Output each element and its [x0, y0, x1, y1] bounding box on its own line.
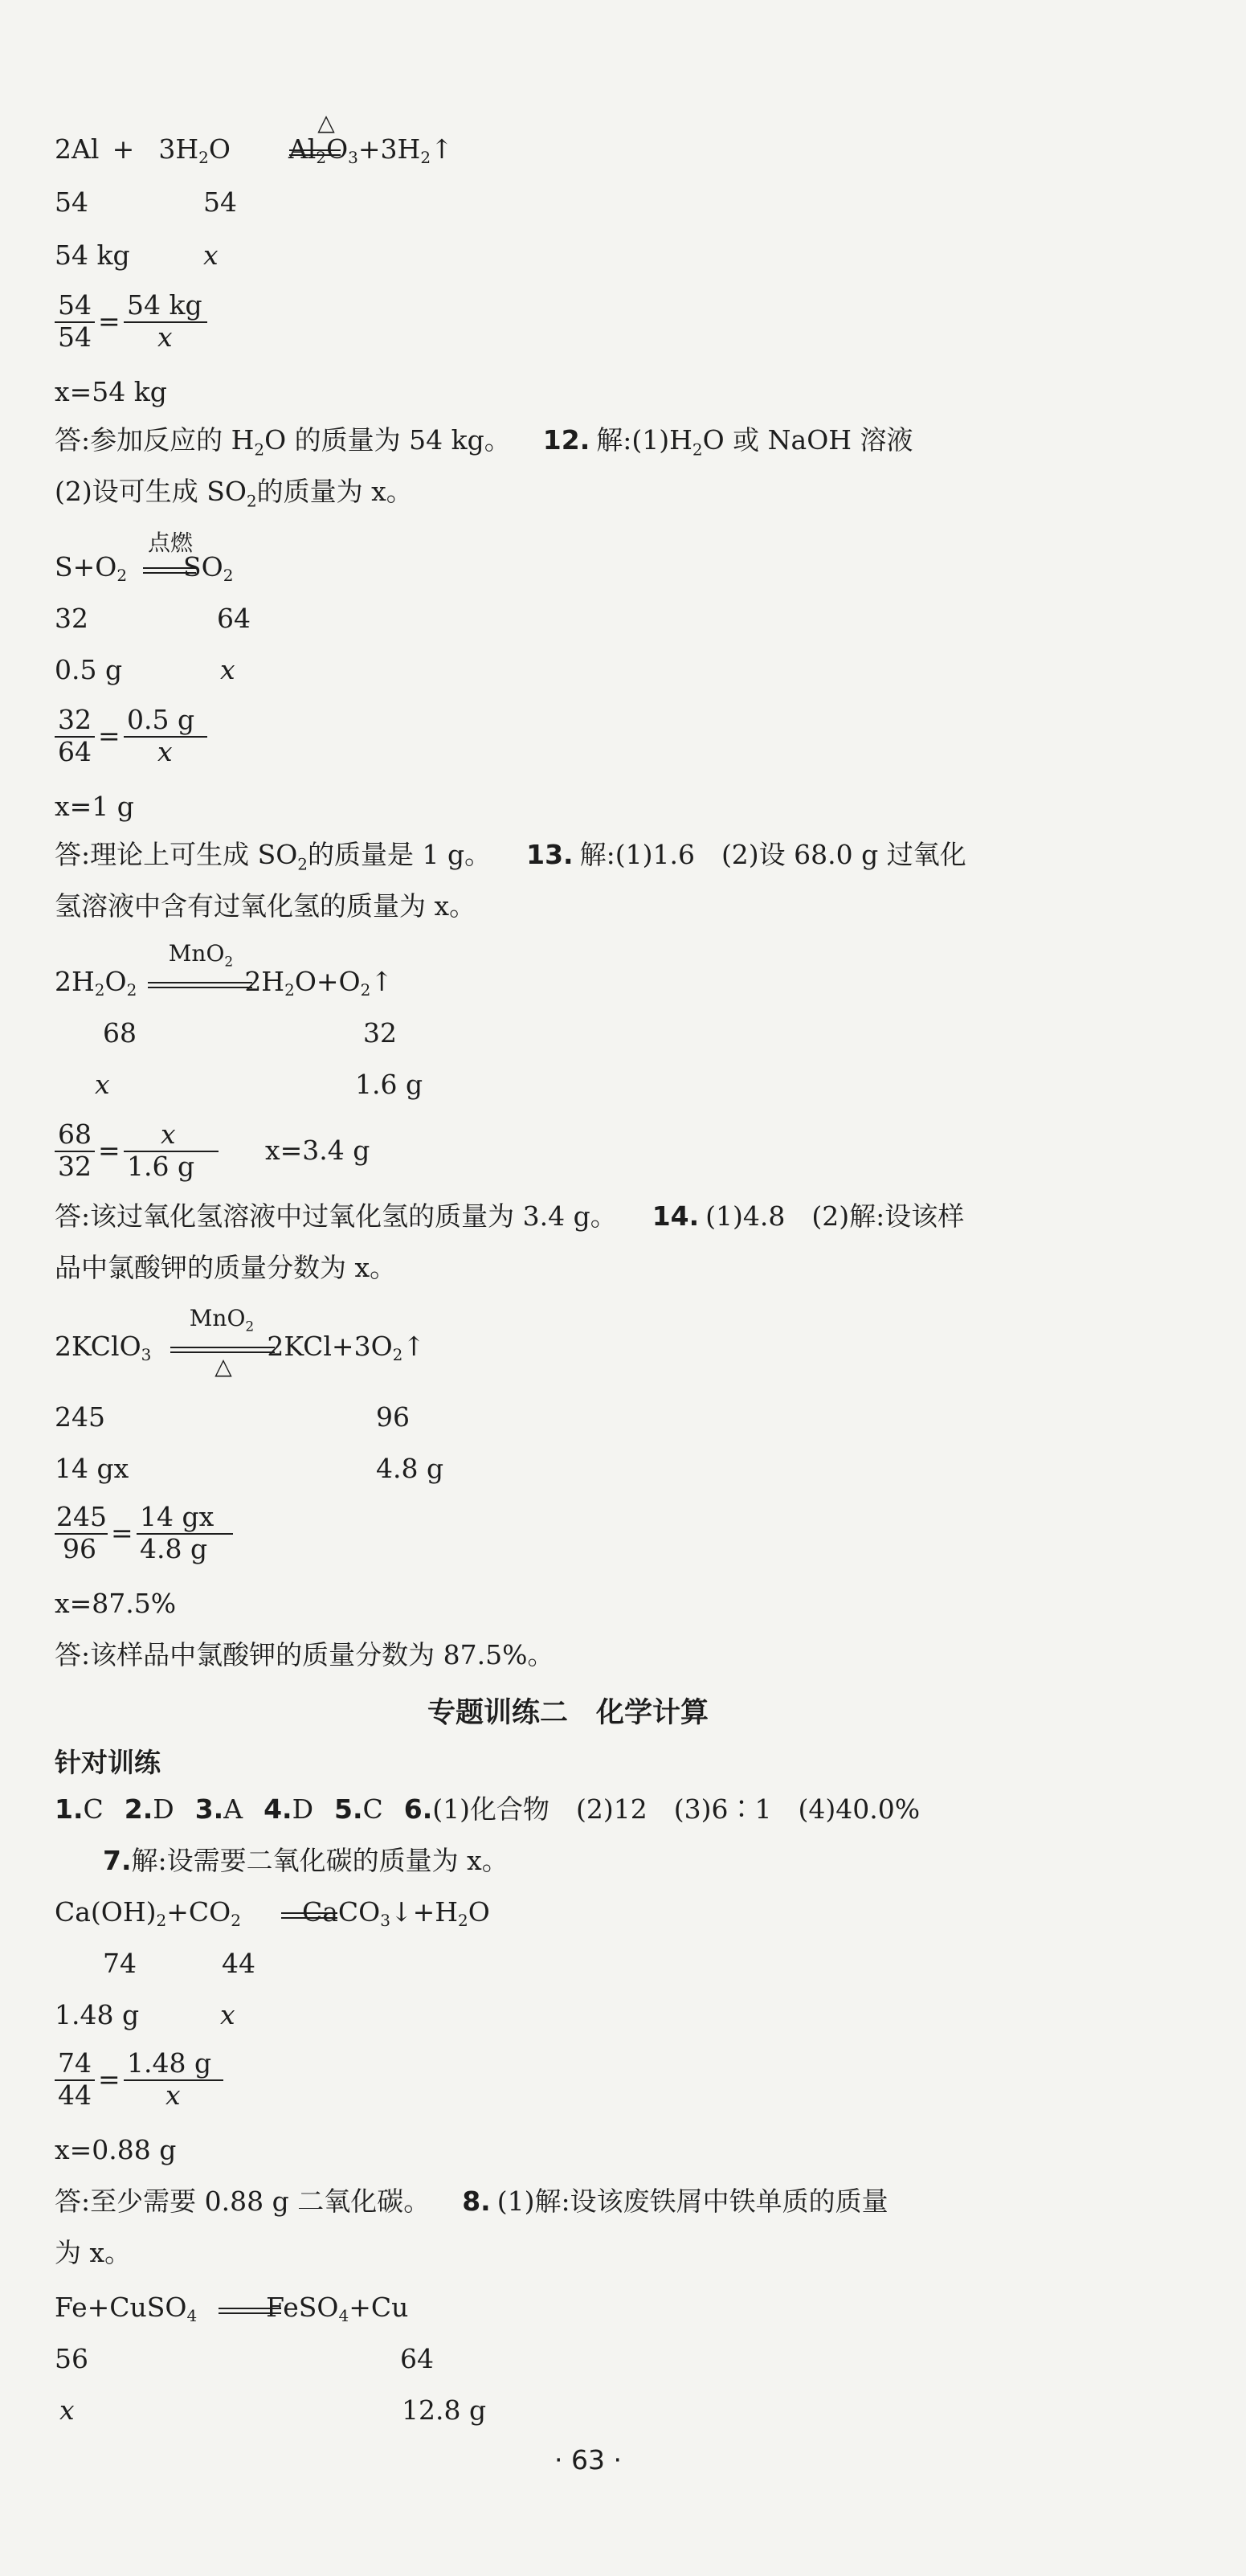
al-mass-1: 54: [55, 186, 88, 218]
s-intro: (2)设可生成 $SO_2$的质量为 x。: [55, 476, 413, 511]
page-number: · 63 ·: [554, 2444, 622, 2476]
kclo3-answer: 答:该样品中氯酸钾的质量分数为 87.5%。: [55, 1639, 554, 1670]
equation-fe-equals: [219, 2308, 281, 2314]
equation-h2o2-condition: MnO$_2$: [168, 940, 234, 971]
s-mass-2: 64: [217, 603, 251, 634]
kclo3-mass-2: 96: [376, 1401, 410, 1433]
equation-fe: Fe+CuSO$_4$ FeSO$_4$+Cu: [55, 2292, 409, 2325]
kclo3-quantity-1: 14 gx: [55, 1453, 129, 1484]
equation-caoh: $Ca(OH)_2+CO_2$ $CaCO_3↓+H_2O$: [55, 1896, 490, 1930]
al-quantity-2: x: [203, 239, 219, 271]
s-answer: 答:理论上可生成 $SO_2$的质量是 1 g。 13. 解:(1)1.6 (2)设 68.0 g 过氧化: [55, 839, 966, 874]
fe-mass-2: 64: [400, 2343, 434, 2374]
al-result: x=54 kg: [55, 376, 167, 407]
fe-mass-1: 56: [55, 2343, 88, 2374]
mc-answers: 1.C 2.D 3.A 4.D 5.C 6.(1)化合物 (2)12 (3)6∶1 (4)40.0%: [55, 1793, 921, 1825]
al-quantity-1: 54 kg: [55, 239, 130, 271]
s-mass-1: 32: [55, 603, 88, 634]
equation-kclo3-condition-bottom: △: [214, 1353, 232, 1380]
caoh-quantity-1: 1.48 g: [55, 1999, 140, 2030]
fe-quantity-1: x: [59, 2394, 75, 2426]
caoh-answer: 答:至少需要 0.88 g 二氧化碳。 8. (1)解:设该废铁屑中铁单质的质量: [55, 2186, 889, 2217]
equation-s-equals: [143, 567, 196, 574]
equation-al: $2Al + 3H_2O$ $Al_2O_3+3H_2↑$: [55, 133, 453, 167]
al-answer: 答:参加反应的 $H_2O$ 的质量为 54 kg。 12. 解$:(1)H_2O$ 或 NaOH 溶液: [55, 424, 913, 460]
equation-al-condition: △: [317, 109, 335, 136]
equation-caoh-equals: [281, 1912, 337, 1919]
equation-al-equals: [289, 149, 341, 156]
h2o2-mass-1: 68: [103, 1017, 137, 1049]
kclo3-mass-1: 245: [55, 1401, 105, 1433]
s-quantity-2: x: [220, 654, 235, 685]
section-subheading: 针对训练: [55, 1747, 161, 1778]
equation-s-condition: 点燃: [147, 530, 193, 556]
h2o2-next-line2: 品中氯酸钾的质量分数为 x。: [55, 1252, 397, 1283]
q7-intro: 7.解:设需要二氧化碳的质量为 x。: [103, 1845, 509, 1876]
kclo3-quantity-2: 4.8 g: [376, 1453, 444, 1484]
answer-page: $2Al + 3H_2O$ $Al_2O_3+3H_2↑$ △ 54 54 54 kg x 54 54 = 54 kg x x=54 kg 答:参加反应的 $H_2O$ 的质量为 54 kg。 12. 解$:(1)H_2O$ 或 NaOH 溶液 (2)设可生成 $SO_2$的质量为 x。 $S+O_2$ $SO_2$ 点燃 32 64 0.5 g x 32 64 = 0.5 g x x=1 g 答:理论上可生成 $SO_2$的质量是 1 g。 13. 解:(1)1.6 (2)设 68.0 g 过氧化 氢溶液中含有过氧化氢的质量为 x。 $2H_2O_2$ $2H_2O+O_2↑$ MnO$_2$ 68 32 x 1.6 g 68 32 = x 1.6 g x=3.4 g 答:该过氧化氢溶液中过氧化氢的质量为 3.4 g。 14. (1)4.8 (2)解:设该样 品中氯酸钾的质量分数为 x。 2KClO$_3$ $2KCl+3O_2↑$ MnO$_2$ △ 245 96 14 gx 4.8 g 245 96 = 14 gx 4.8 g x=87.5% 答:该样品中氯酸钾的质量分数为 87.5%。 专题训练二 化学计算 针对训练 1.C 2.D 3.A 4.D 5.C 6.(1)化合物 (2)12 (3)6∶1 (4)40.0% 7.解:设需要二氧化碳的质量为 x。 $Ca(OH)_2+CO_2$ $CaCO_3↓+H_2O$ 74 44 1.48 g x 74 44 = 1.48 g x x=0.88 g 答:至少需要 0.88 g 二氧化碳。 8. (1)解:设该废铁屑中铁单质的质量 为 x。 Fe+CuSO$_4$ FeSO$_4$+Cu 56 64 x 12.8 g · 63 ·: [55, 109, 966, 2476]
caoh-mass-2: 44: [222, 1948, 255, 1979]
s-result: x=1 g: [55, 791, 134, 822]
s-next-line2: 氢溶液中含有过氧化氢的质量为 x。: [55, 890, 476, 922]
al-mass-2: 54: [203, 186, 237, 218]
equation-h2o2: $2H_2O_2$ $2H_2O+O_2↑$: [55, 966, 393, 1000]
caoh-next-line2: 为 x。: [55, 2237, 132, 2268]
equation-kclo3: 2KClO$_3$ $2KCl+3O_2↑$: [55, 1331, 426, 1364]
caoh-mass-1: 74: [103, 1948, 137, 1979]
equation-kclo3-equals: [170, 1347, 275, 1353]
fe-quantity-2: 12.8 g: [402, 2394, 487, 2426]
caoh-quantity-2: x: [220, 1999, 235, 2030]
equation-s: $S+O_2$ $SO_2$: [55, 551, 234, 585]
equation-h2o2-equals: [148, 982, 252, 988]
h2o2-quantity-1: x: [95, 1069, 110, 1100]
equation-kclo3-condition-top: MnO$_2$: [189, 1305, 255, 1335]
section-heading: 专题训练二 化学计算: [427, 1697, 709, 1729]
h2o2-answer: 答:该过氧化氢溶液中过氧化氢的质量为 3.4 g。 14. (1)4.8 (2)解:设该样: [55, 1200, 965, 1232]
h2o2-mass-2: 32: [363, 1017, 397, 1049]
kclo3-result: x=87.5%: [55, 1588, 177, 1619]
s-quantity-1: 0.5 g: [55, 654, 123, 685]
caoh-result: x=0.88 g: [55, 2134, 177, 2165]
h2o2-quantity-2: 1.6 g: [355, 1069, 423, 1100]
